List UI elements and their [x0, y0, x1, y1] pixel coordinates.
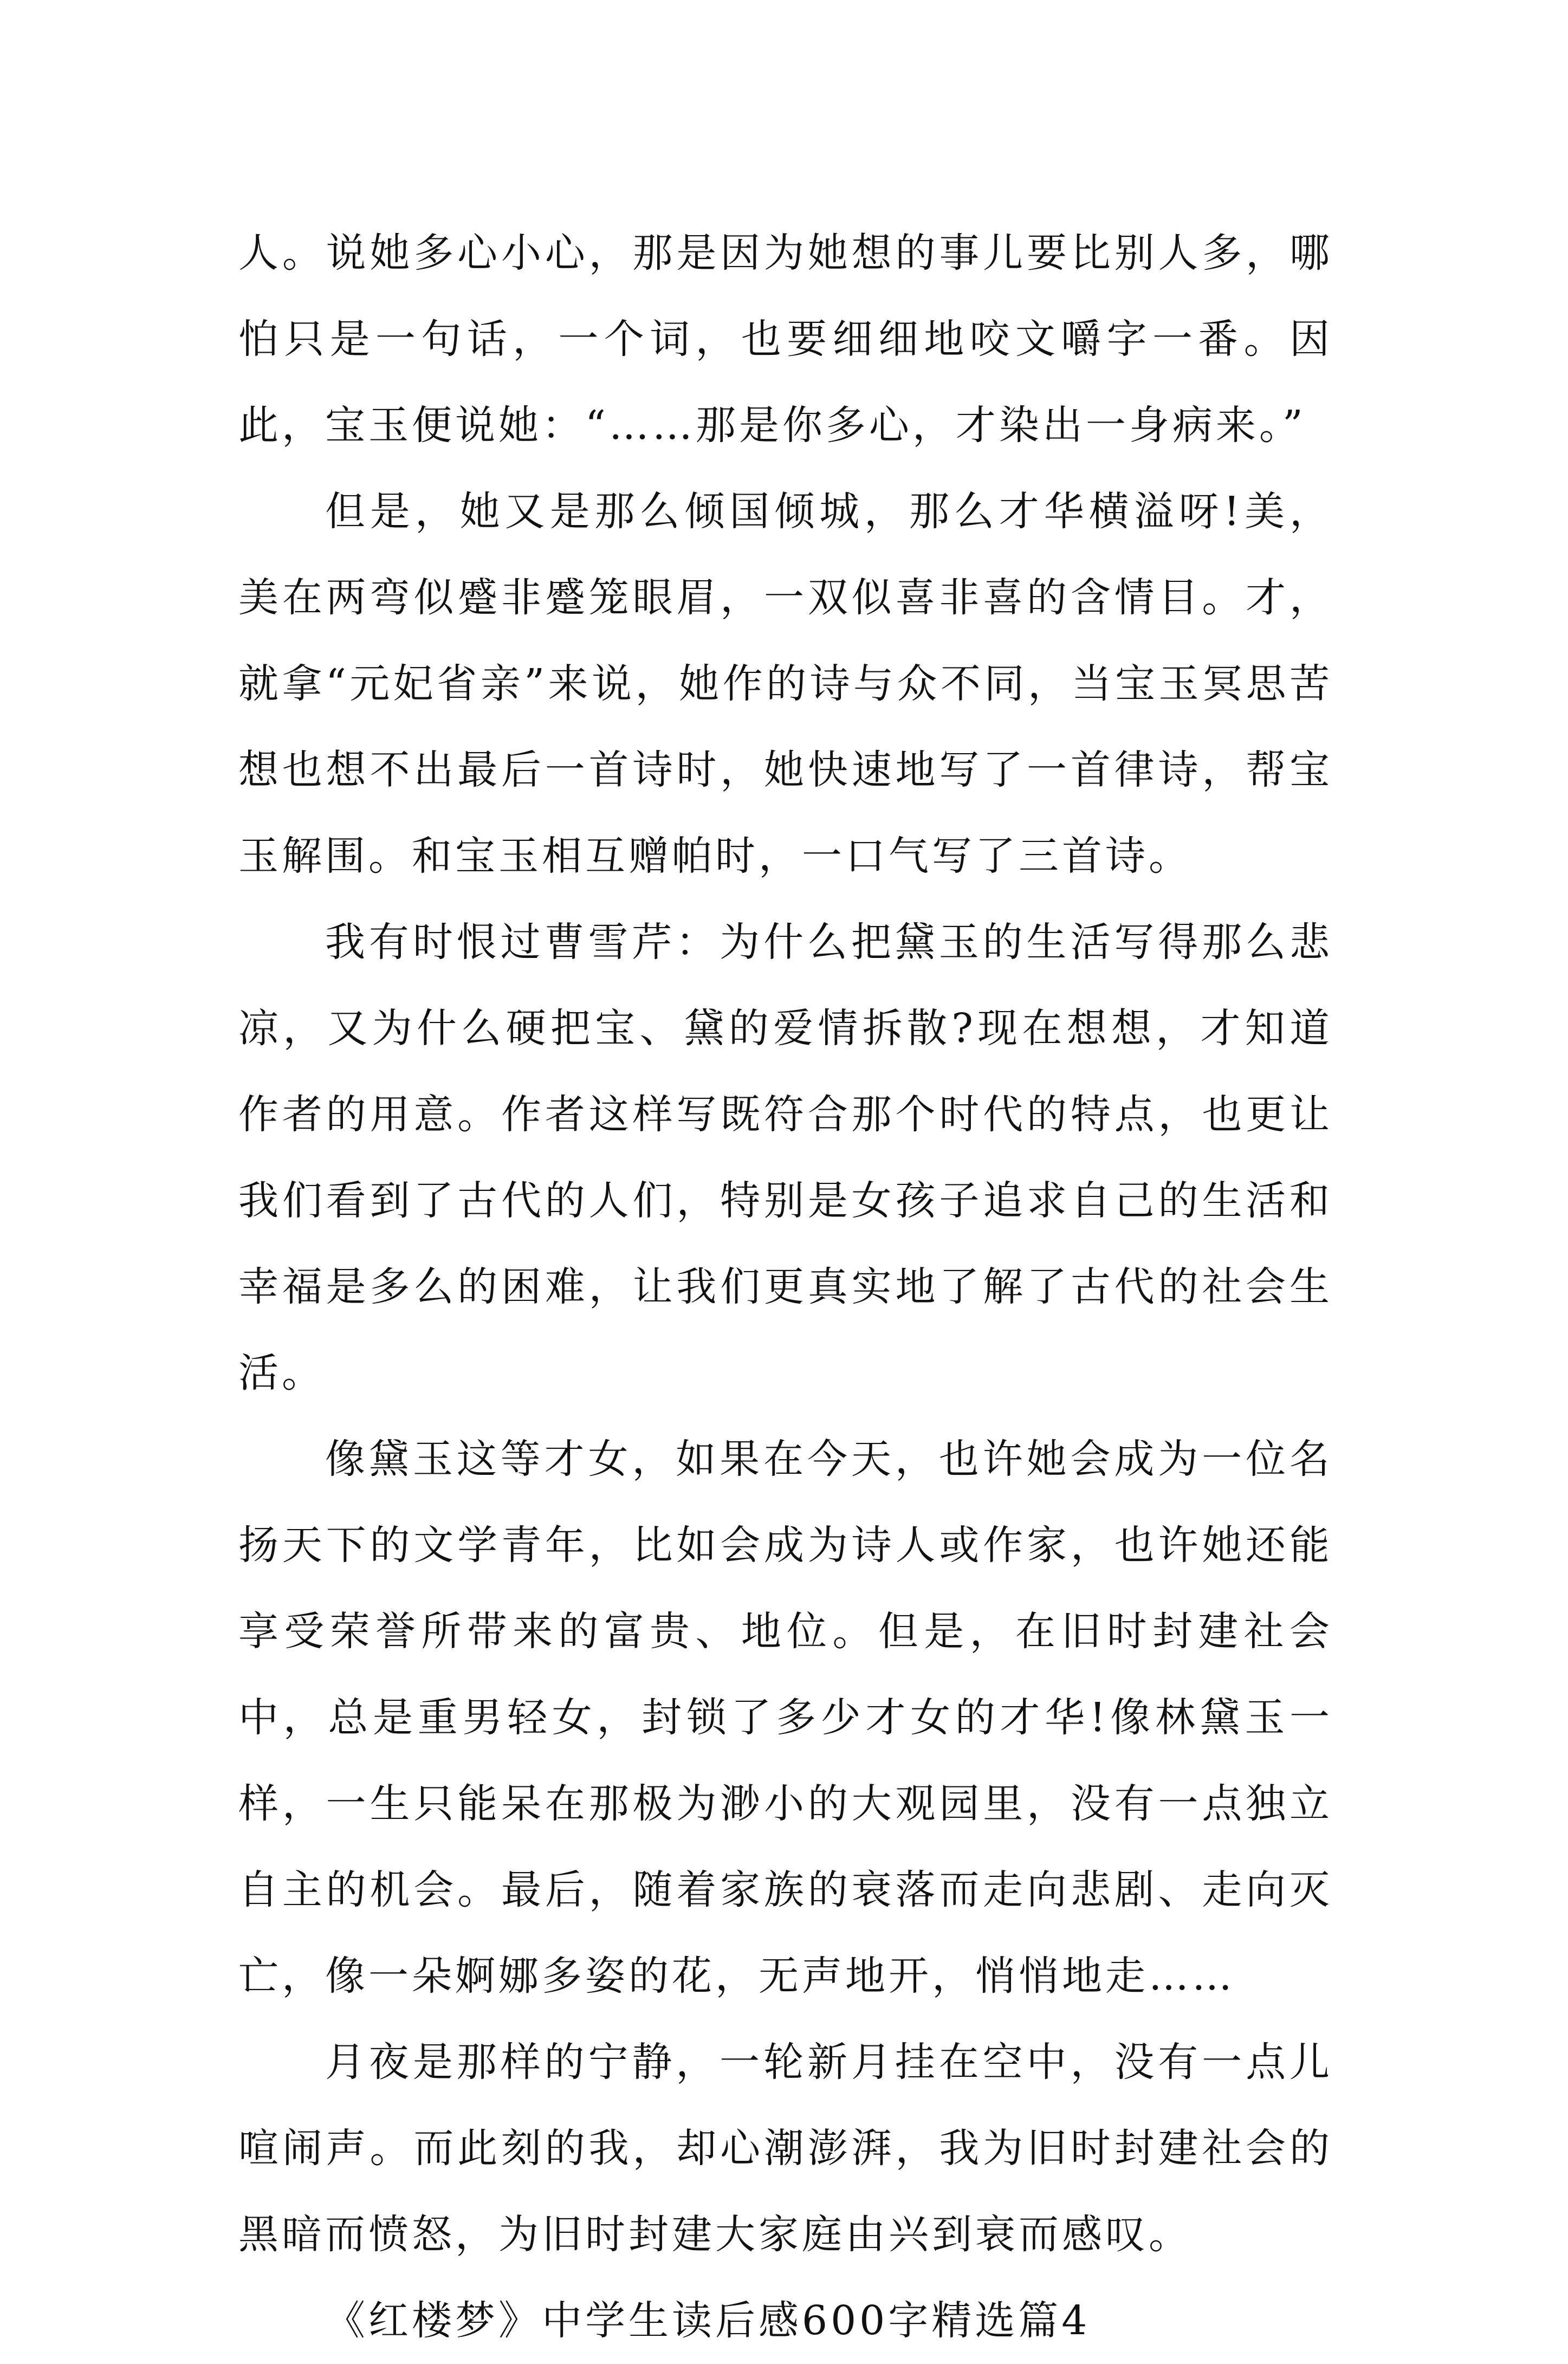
document-body [238, 210, 1333, 2364]
section-heading: 《红楼梦》中学生读后感600字精选篇4 [325, 2297, 1091, 2344]
paragraph: 月夜是那样的宁静，一轮新月挂在空中，没有一点儿喧闹声。而此刻的我，却心潮澎湃，我为旧时封建社会的黑暗而愤怒，为旧时封建大家庭由兴到衰而感叹。 [238, 2039, 1333, 2258]
paragraph: 像黛玉这等才女，如果在今天，也许她会成为一位名扬天下的文学青年，比如会成为诗人或作家，也许她还能享受荣誉所带来的富贵、地位。但是，在旧时封建社会中，总是重男轻女，封锁了多少才女的才华!像林黛玉一样，一生只能呆在那极为渺小的大观园里，没有一点独立自主的机会。最后，随着家族的衰落而走向悲剧、走向灭亡，像一朵婀娜多姿的花，无声地开，悄悄地走…… [238, 1436, 1333, 1999]
paragraph: 人。说她多心小心，那是因为她想的事儿要比别人多，哪怕只是一句话，一个词，也要细细地咬文嚼字一番。因此，宝玉便说她：“……那是你多心，才染出一身病来。” [238, 230, 1333, 449]
paragraph: 但是，她又是那么倾国倾城，那么才华横溢呀!美，美在两弯似蹙非蹙笼眼眉，一双似喜非喜的含情目。才，就拿“元妃省亲”来说，她作的诗与众不同，当宝玉冥思苦想也想不出最后一首诗时，她快速地写了一首律诗，帮宝玉解围。和宝玉相互赠帕时，一口气写了三首诗。 [238, 488, 1333, 879]
paragraph: 我有时恨过曹雪芹：为什么把黛玉的生活写得那么悲凉，又为什么硬把宝、黛的爱情拆散?现在想想，才知道作者的用意。作者这样写既符合那个时代的特点，也更让我们看到了古代的人们，特别是女孩子追求自己的生活和幸福是多么的困难，让我们更真实地了解了古代的社会生活。 [238, 919, 1333, 1396]
